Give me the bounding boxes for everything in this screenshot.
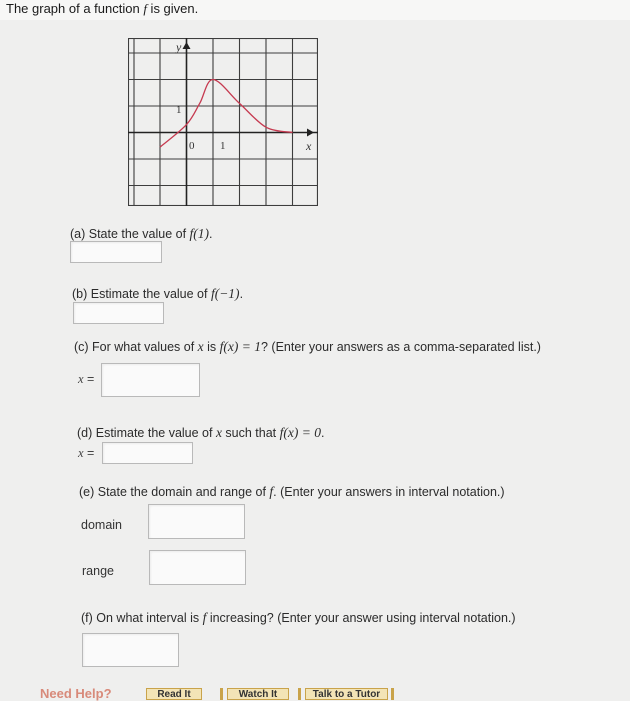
range-label: range — [82, 564, 114, 578]
answer-a-field[interactable] — [71, 242, 161, 262]
function-graph — [128, 38, 318, 206]
question-f: (f) On what interval is f increasing? (Enter your answer using interval notation.) — [81, 610, 516, 625]
answer-d-input[interactable] — [102, 442, 193, 464]
tutor-edge — [391, 688, 394, 700]
watch-it-edge — [298, 688, 301, 700]
answer-b-input[interactable] — [73, 302, 164, 324]
domain-field[interactable] — [149, 505, 244, 538]
range-input[interactable] — [149, 550, 246, 585]
x-axis-label: x — [306, 139, 312, 153]
answer-c-field[interactable] — [102, 364, 199, 396]
tick-label-y: 1 — [176, 104, 182, 116]
grid-lines — [128, 38, 318, 206]
domain-label: domain — [81, 518, 122, 532]
grid-border — [129, 39, 318, 206]
y-axis-arrow — [183, 42, 191, 49]
answer-a-input[interactable] — [70, 241, 162, 263]
answer-c-input[interactable] — [101, 363, 200, 397]
need-help-label: Need Help? — [40, 686, 112, 701]
question-a: (a) State the value of f(1). — [70, 226, 213, 241]
question-d: (d) Estimate the value of x such that f(x) = 0. — [77, 425, 325, 440]
watch-it-button[interactable]: Watch It — [227, 688, 289, 700]
answer-f-input[interactable] — [82, 633, 179, 667]
question-b: (b) Estimate the value of f(−1). — [72, 286, 244, 301]
talk-to-tutor-button[interactable]: Talk to a Tutor — [305, 688, 388, 700]
answer-c-label: x = — [78, 372, 95, 386]
y-axis-label: y — [176, 40, 182, 54]
tick-label-origin: 0 — [189, 140, 195, 152]
question-c: (c) For what values of x is f(x) = 1? (Enter your answers as a comma-separated list.) — [74, 339, 541, 354]
answer-b-field[interactable] — [74, 303, 163, 323]
answer-d-label: x = — [78, 446, 95, 460]
read-it-edge — [220, 688, 223, 700]
answer-d-field[interactable] — [103, 443, 192, 463]
tick-label-x: 1 — [220, 140, 226, 152]
page-title: The graph of a function f is given. — [6, 1, 199, 16]
answer-f-field[interactable] — [83, 634, 178, 666]
read-it-button[interactable]: Read It — [146, 688, 202, 700]
range-field[interactable] — [150, 551, 245, 584]
domain-input[interactable] — [148, 504, 245, 539]
x-axis-arrow — [307, 129, 314, 137]
question-e: (e) State the domain and range of f. (Enter your answers in interval notation.) — [79, 484, 505, 499]
